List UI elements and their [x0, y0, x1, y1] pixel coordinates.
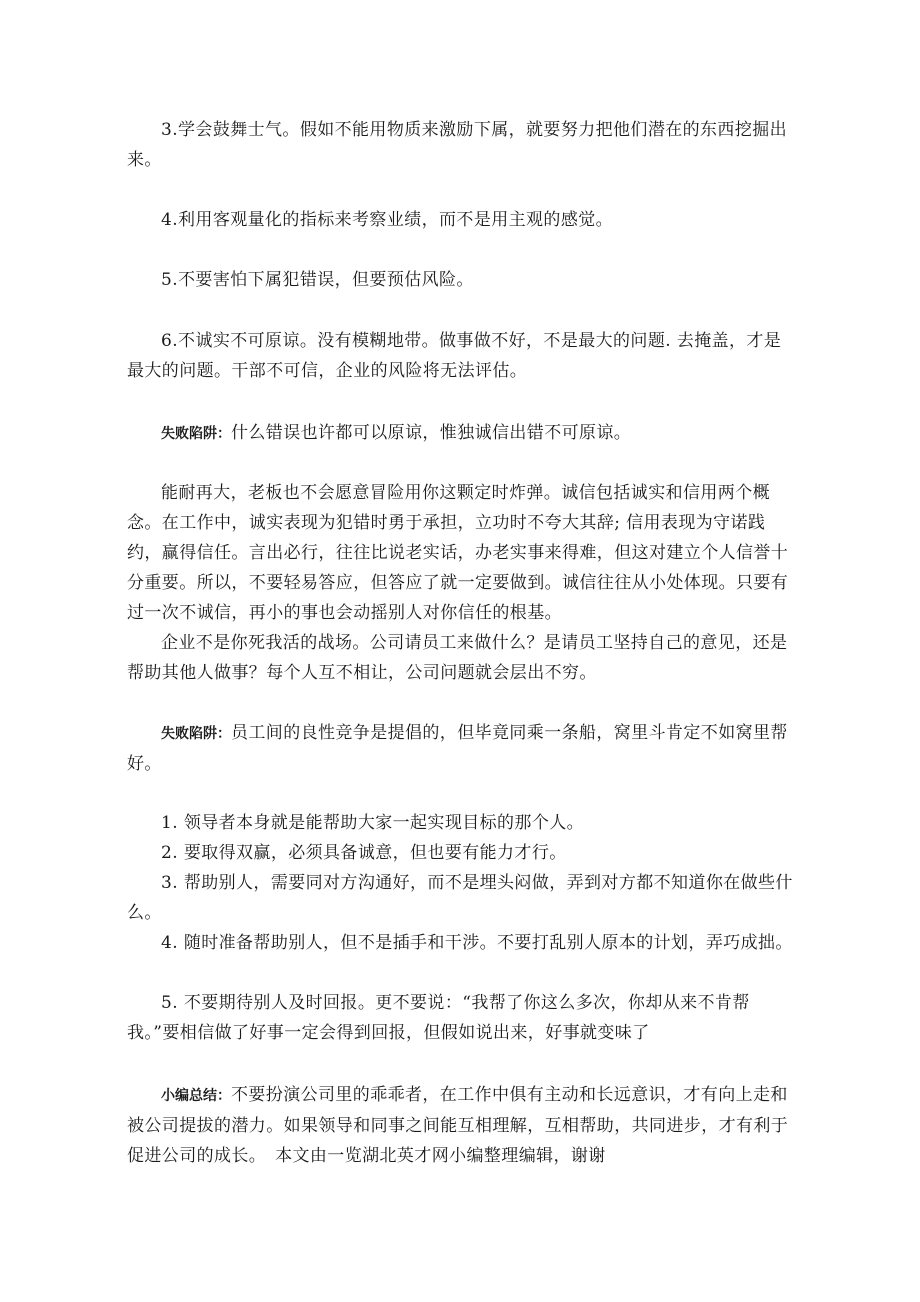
trap-text: 员工间的良性竞争是提倡的，但毕竟同乘一条船，窝里斗肯定不如窝里帮好。	[127, 723, 788, 774]
paragraph-honesty: 6.不诚实不可原谅。没有模糊地带。做事做不好，不是最大的问题. 去掩盖，才是最大的问题。干部不可信，企业的风险将无法评估。	[127, 331, 782, 381]
summary-label: 小编总结：	[161, 1088, 231, 1104]
list-item: 4. 随时准备帮助别人，但不是插手和干涉。不要打乱别人原本的计划，弄巧成拙。	[161, 933, 793, 953]
paragraph-objective-metrics: 4.利用客观量化的指标来考察业绩，而不是用主观的感觉。	[161, 210, 614, 230]
list-item: 1. 领导者本身就是能帮助大家一起实现目标的那个人。	[161, 813, 585, 833]
list-item: 2. 要取得双赢，必须具备诚意，但也要有能力才行。	[161, 843, 567, 863]
paragraph-morale: 3.学会鼓舞士气。假如不能用物质来激励下属，就要努力把他们潜在的东西挖掘出来。	[127, 120, 788, 170]
paragraph-mistakes-risk: 5.不要害怕下属犯错误，但要预估风险。	[161, 270, 474, 290]
trap-label: 失败陷阱：	[161, 726, 231, 742]
list-item: 5. 不要期待别人及时回报。更不要说：“我帮了你这么多次，你却从来不肯帮我。”要相信做了好事一定会得到回报，但假如说出来，好事就变味了	[127, 993, 750, 1043]
paragraph-summary	[127, 1080, 793, 1171]
trap-label: 失败陷阱：	[161, 426, 231, 442]
trap-text: 什么错误也许都可以原谅，惟独诚信出错不可原谅。	[231, 423, 632, 443]
list-item: 3. 帮助别人，需要同对方沟通好，而不是埋头闷做，弄到对方都不知道你在做些什么。	[127, 873, 793, 923]
paragraph-trap-integrity	[127, 418, 793, 449]
summary-text: 不要扮演公司里的乖乖者，在工作中俱有主动和长远意识，才有向上走和被公司提拔的潜力。如果领导和同事之间能互相理解，互相帮助，共同进步，才有利于促进公司的成长。 本文由一览湖北英才网小编整理编辑，谢谢	[127, 1085, 789, 1166]
paragraph-integrity-detail: 能耐再大，老板也不会愿意冒险用你这颗定时炸弹。诚信包括诚实和信用两个概念。在工作中，诚实表现为犯错时勇于承担，立功时不夸大其辞; 信用表现为守诺践约，赢得信任。言出必行，往往比说老实话，办老实事来得难，但这对建立个人信誉十分重要。所以，不要轻易答应，但答应了就一定要做到。诚信往往从小处体现。只要有过一次不诚信，再小的事也会动摇别人对你信任的根基。	[127, 483, 789, 623]
paragraph-trap-competition	[127, 718, 793, 779]
paragraph-cooperation: 企业不是你死我活的战场。公司请员工来做什么？是请员工坚持自己的意见，还是帮助其他人做事？每个人互不相让，公司问题就会层出不穷。	[127, 633, 788, 683]
